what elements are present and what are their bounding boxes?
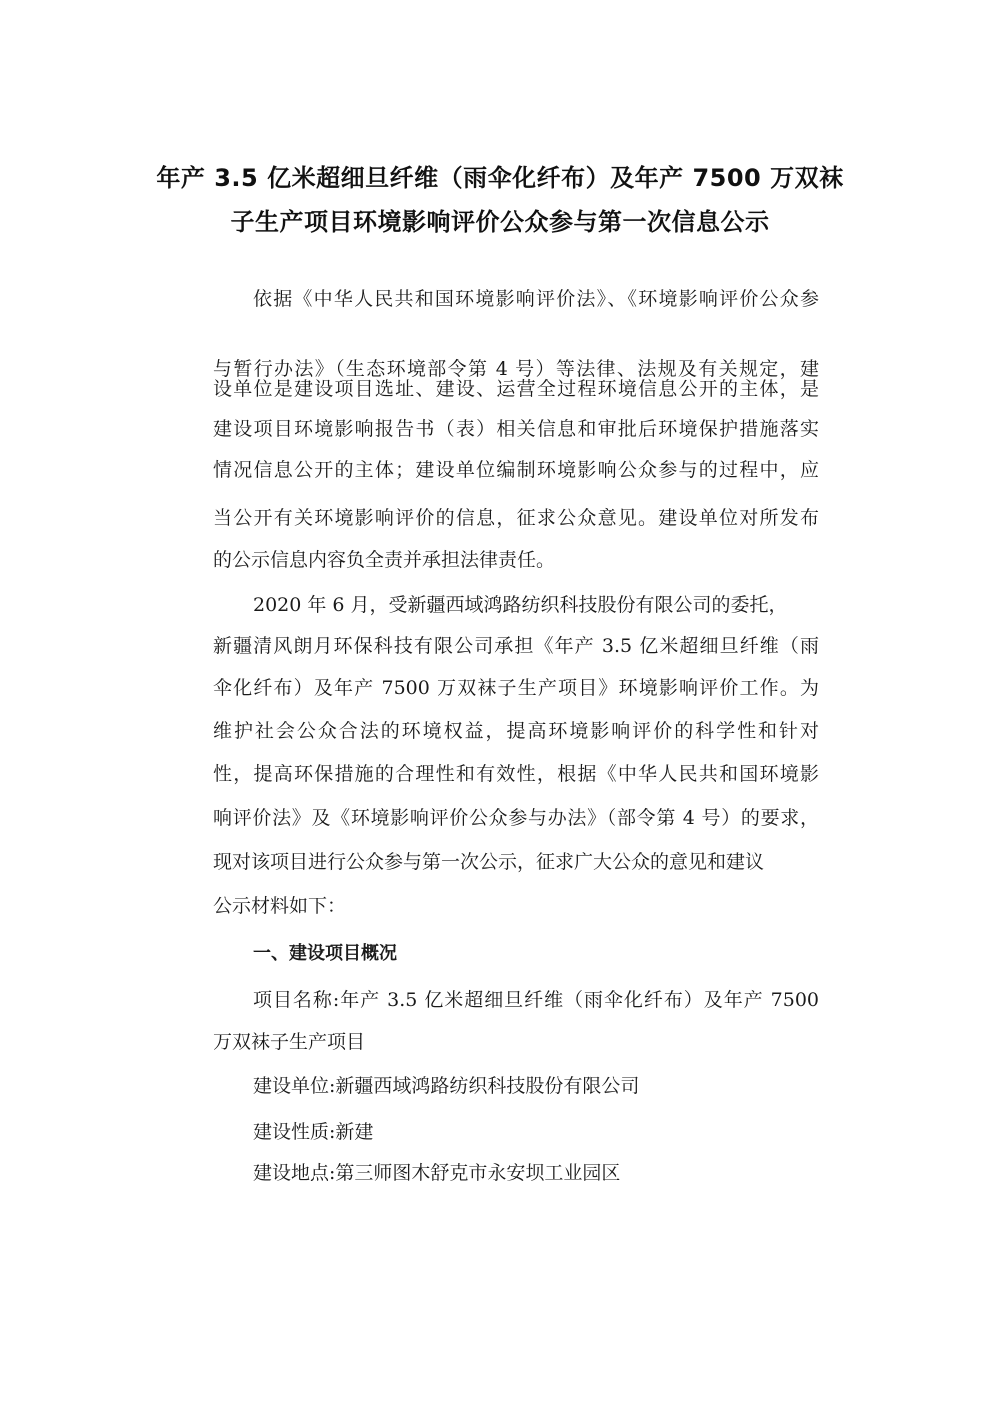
project-name-line-2: 万双袜子生产项目 — [213, 1031, 366, 1053]
para2-line-3: 伞化纤布）及年产 7500 万双袜子生产项目》环境影响评价工作。为 — [213, 677, 819, 699]
project-name-line-1: 项目名称:年产 3.5 亿米超细旦纤维（雨伞化纤布）及年产 7500 — [253, 989, 819, 1011]
para2-line-8: 公示材料如下： — [213, 895, 347, 917]
para1-line-4: 建设项目环境影响报告书（表）相关信息和审批后环境保护措施落实 — [213, 418, 819, 440]
para1-line-3: 设单位是建设项目选址、建设、运营全过程环境信息公开的主体，是 — [213, 378, 819, 400]
para2-line-4: 维护社会公众合法的环境权益，提高环境影响评价的科学性和针对 — [213, 720, 819, 742]
build-unit: 建设单位:新疆西域鸿路纺织科技股份有限公司 — [253, 1075, 640, 1097]
para1-line-6: 当公开有关环境影响评价的信息，征求公众意见。建设单位对所发布 — [213, 507, 819, 529]
para1-line-2: 与暂行办法》（生态环境部令第 4 号）等法律、法规及有关规定，建 — [213, 358, 819, 380]
para2-line-6: 响评价法》及《环境影响评价公众参与办法》（部令第 4 号）的要求， — [213, 807, 819, 829]
para1-line-1: 依据《中华人民共和国环境影响评价法》、《环境影响评价公众参 — [253, 288, 819, 310]
build-location: 建设地点:第三师图木舒克市永安坝工业园区 — [253, 1162, 621, 1184]
para1-line-7: 的公示信息内容负全责并承担法律责任。 — [213, 549, 556, 571]
section1-heading: 一、建设项目概况 — [253, 943, 397, 964]
para2-line-2: 新疆清风朗月环保科技有限公司承担《年产 3.5 亿米超细旦纤维（雨 — [213, 635, 819, 657]
para2-line-5: 性，提高环保措施的合理性和有效性，根据《中华人民共和国环境影 — [213, 763, 819, 785]
para1-line-5: 情况信息公开的主体；建设单位编制环境影响公众参与的过程中，应 — [213, 459, 819, 481]
document-title-line-2: 子生产项目环境影响评价公众参与第一次信息公示 — [230, 208, 770, 236]
build-nature: 建设性质:新建 — [253, 1121, 374, 1143]
para2-line-7: 现对该项目进行公众参与第一次公示，征求广大公众的意见和建议 — [213, 851, 765, 873]
document-title-line-1: 年产 3.5 亿米超细旦纤维（雨伞化纤布）及年产 7500 万双袜 — [156, 164, 844, 192]
para2-line-1: 2020 年 6 月，受新疆西域鸿路纺织科技股份有限公司的委托， — [253, 594, 788, 616]
